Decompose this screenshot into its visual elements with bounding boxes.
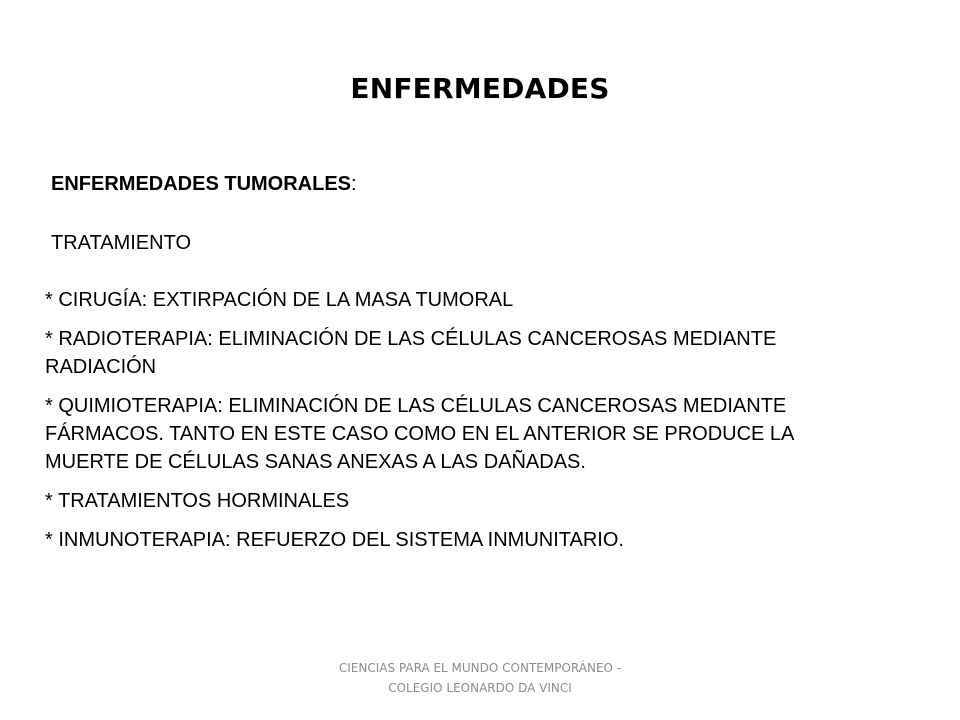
slide-title: ENFERMEDADES [350,72,610,105]
list-item-cirugia: * CIRUGÍA: EXTIRPACIÓN DE LA MASA TUMORAL [45,289,514,311]
list-item-quimioterapia: * QUIMIOTERAPIA: ELIMINACIÓN DE LAS CÉLULAS CANCEROSAS MEDIANTE FÁRMACOS. TANTO EN ESTE CASO COMO EN EL ANTERIOR SE PRODUCE LA MUERTE DE CÉLULAS SANAS ANEXAS A LAS DAÑADAS. [45,395,794,473]
slide-footer: CIENCIAS PARA EL MUNDO CONTEMPORÁNEO - COLEGIO LEONARDO DA VINCI [338,661,622,695]
list-item-radioterapia: * RADIOTERAPIA: ELIMINACIÓN DE LAS CÉLULAS CANCEROSAS MEDIANTE RADIACIÓN [45,328,777,378]
treatment-list [45,286,845,565]
list-item-tratamientos-hormonales: * TRATAMIENTOS HORMINALES [45,490,350,512]
subtitle-text: ENFERMEDADES TUMORALES [51,173,352,195]
slide-subtitle [51,173,357,196]
list-item-inmunoterapia: * INMUNOTERAPIA: REFUERZO DEL SISTEMA INMUNITARIO. [45,529,624,551]
section-heading: TRATAMIENTO [51,232,191,254]
subtitle-colon: : [351,173,357,195]
